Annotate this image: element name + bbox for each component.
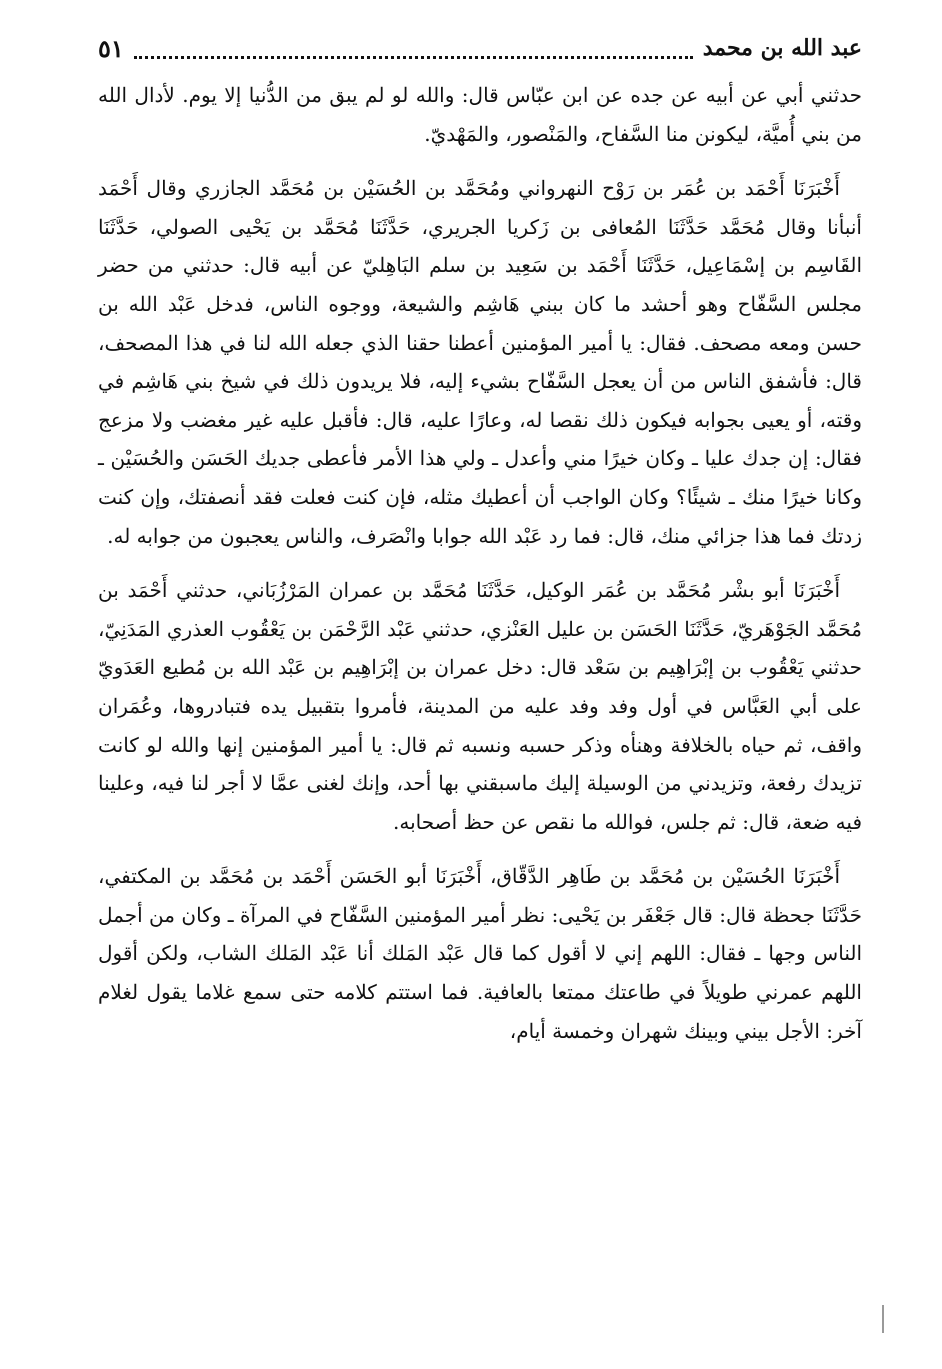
- paragraph-4: أَخْبَرَنَا الحُسَيْن بن مُحَمَّد بن طَاهِر الدَّقّاق، أَخْبَرَنَا أبو الحَسَن أَحْمَد بن مُحَمَّد بن المكتفي، حَدَّثَنَا جحظة قال: قال جَعْفَر بن يَحْيى: نظر أمير المؤمنين السَّفّاح في المرآة ـ وكان من أجمل الناس وجها ـ فقال: اللهم إني لا أقول كما قال عَبْد المَلك أنا عَبْد المَلك الشاب، ولكن أقول اللهم عمرني طويلاً في طاعتك ممتعا بالعافية. فما استتم كلامه حتى سمع غلاما يقول لغلام آخر: الأجل بيني وبينك شهران وخمسة أيام،: [98, 864, 862, 1043]
- paragraph-2: أَخْبَرَنَا أَحْمَد بن عُمَر بن رَوْح النهرواني ومُحَمَّد بن الحُسَيْن بن مُحَمَّد الجازري وقال أَحْمَد أنبأنا وقال مُحَمَّد حَدَّثَنَا المُعافى بن زَكريا الجريري، حَدَّثَنَا مُحَمَّد بن يَحْيى الصولي، حَدَّثَنَا القَاسِم بن إسْمَاعِيل، حَدَّثَنَا أَحْمَد بن سَعِيد بن سلم البَاهِليّ عن أبيه قال: حدثني من حضر مجلس السَّفّاح وهو أحشد ما كان ببني هَاشِم والشيعة، ووجوه الناس، فدخل عَبْد الله بن حسن ومعه مصحف. فقال: يا أمير المؤمنين أعطنا حقنا الذي جعله الله لنا في هذا المصحف، قال: فأشفق الناس من أن يعجل السَّفّاح بشيء إليه، فلا يريدون ذلك في شيخ بني هَاشِم في وقته، أو يعيى بجوابه فيكون ذلك نقصا له، وعارًا عليه، قال: فأقبل عليه غير مغضب ولا مزعج فقال: إن جدك عليا ـ وكان خيرًا مني وأعدل ـ ولي هذا الأمر فأعطى جديك الحَسَن والحُسَيْن ـ وكانا خيرًا منك ـ شيئًا؟ وكان الواجب أن أعطيك مثله، فإن كنت فعلت فقد أنصفتك، وإن كنت زدتك فما هذا جزائي منك، قال: فما رد عَبْد الله جوابا وانْصَرف، والناس يعجبون من جوابه له.: [98, 176, 862, 548]
- page-body: [98, 76, 862, 1050]
- paragraph-1: حدثني أبي عن أبيه عن جده عن ابن عبّاس قال: والله لو لم يبق من الدُّنيا إلا يوم. لأدال الله من بني أُميَّة، ليكونن منا السَّفاح، والمَنْصور، والمَهْديّ.: [98, 83, 862, 146]
- scan-margin-mark: [882, 1305, 884, 1333]
- paragraph-3: أَخْبَرَنَا أبو بشْر مُحَمَّد بن عُمَر الوكيل، حَدَّثَنَا مُحَمَّد بن عمران المَرْزُبَاني، حدثني أَحْمَد بن مُحَمَّد الجَوْهَريّ، حَدَّثَنَا الحَسَن بن عليل العَنْزي، حدثني عَبْد الرَّحْمَن بن يَعْقُوب العذري المَدَنِيّ، حدثني يَعْقُوب بن إبْرَاهِيم بن سَعْد قال: دخل عمران بن إبْرَاهِيم بن عَبْد الله بن مُطيع العَدَويّ على أبي العَبَّاس في أول وفد وفد عليه من المدينة، فأمروا بتقبيل يده فتبادروها، وعُمَران واقف، ثم حياه بالخلافة وهنأه وذكر حسبه ونسبه ثم قال: يا أمير المؤمنين إنها والله لو كانت تزيدك رفعة، وتزيدني من الوسيلة إليك ماسبقني بها أحد، وإنك لغنى عمَّا لا أجر لنا فيه، وعلينا فيه ضعة، قال: ثم جلس، فوالله ما نقص عن حظ أصحابه.: [98, 578, 862, 834]
- dotted-leader: [134, 50, 693, 59]
- running-title: عبد الله بن محمد: [702, 35, 862, 61]
- page-number: ٥١: [98, 33, 124, 63]
- running-header: [98, 30, 862, 66]
